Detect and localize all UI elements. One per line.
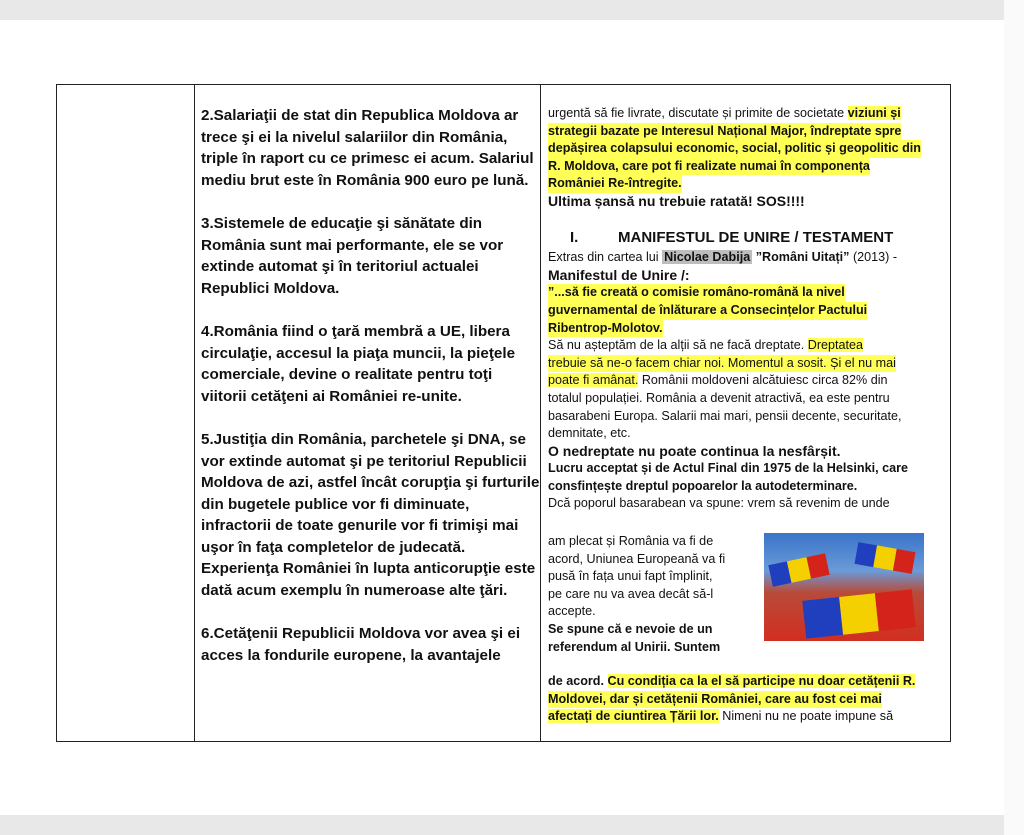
heading-title: MANIFESTUL DE UNIRE / TESTAMENT [618, 228, 894, 246]
extract-line: Extras din cartea lui Nicolae Dabija ”Români Uitați” (2013) - [548, 250, 898, 265]
text-line: pe care nu va avea decât să-l [548, 586, 714, 601]
highlighted-line: guvernamental de înlăturare a Consecințelor Pactului [548, 302, 867, 320]
manifest-label: Manifestul de Unire /: [548, 266, 690, 283]
text-line: acord, Uniunea Europeană va fi [548, 551, 726, 566]
flag-icon [802, 589, 915, 638]
text-line: basarabeni Europa. Salarii mai mari, pensii decente, securitate, [548, 408, 902, 423]
highlighted-line: Ribentrop-Molotov. [548, 320, 663, 338]
text-line: de acord. Cu condiția ca la el să participe nu doar cetățenii R. [548, 674, 916, 688]
helsinki-line: consfințește dreptul popoarelor la autodeterminare. [548, 478, 858, 493]
benefit-item-funds: 6.Cetăţenii Republicii Moldova vor avea şi ei acces la fondurile europene, la avantajele [201, 625, 521, 664]
heading-number: I. [570, 228, 579, 246]
text-line: afectați de ciuntirea Țării lor. Nimeni nu ne poate impune să [548, 709, 894, 724]
right-page-edge [1004, 0, 1024, 835]
top-scroll-gutter [0, 0, 1004, 20]
text-line: urgentă să fie livrate, discutate și primite de societate viziuni și [548, 106, 901, 120]
last-chance-text: Ultima șansă nu trebuie ratată! SOS!!!! [548, 192, 805, 209]
column-divider [194, 85, 195, 741]
injustice-text: O nedreptate nu poate continua la nesfârșit. [548, 442, 841, 459]
text-line: Se spune că e nevoie de un [548, 621, 713, 636]
text-line: poate fi amânat. Românii moldoveni alcătuiesc circa 82% din [548, 373, 888, 388]
highlighted-line: trebuie să ne-o facem chiar noi. Momentul a sosit. Și el nu mai [548, 355, 896, 373]
text-line: accepte. [548, 604, 596, 619]
highlighted-line: Moldovei, dar și cetățenii României, care au fost cei mai [548, 691, 882, 709]
benefit-item-salaries: 2.Salariaţii de stat din Republica Moldova ar trece şi ei la nivelul salariilor din România, triple în raport cu ce primesc ei acum. Salariul mediu brut este în România 900 euro pe lună. [201, 107, 534, 189]
manifesto-column [548, 105, 948, 513]
highlighted-line: R. Moldova, care pot fi realizate numai în componența [548, 158, 870, 176]
text-line: demnitate, etc. [548, 426, 631, 441]
text-line: Dcă poporul basarabean va spune: vrem să revenim de unde [548, 496, 890, 511]
text-line: totalul populației. România a devenit atractivă, ea este pentru [548, 390, 890, 405]
rally-photo [764, 533, 924, 641]
document-table [56, 84, 951, 742]
benefit-item-education: 3.Sistemele de educaţie şi sănătate din România sunt mai performante, ele se vor extinde automat şi în teritoriul actualei Republici Moldova. [201, 215, 504, 297]
highlighted-line: ”...să fie creată o comisie româno-română la nivel [548, 284, 845, 302]
highlighted-line: depășirea colapsului economic, social, politic și geopolitic din [548, 140, 921, 158]
text-line: am plecat și România va fi de [548, 534, 714, 548]
text-line: Să nu așteptăm de la alții să ne facă dreptate. Dreptatea [548, 338, 864, 353]
benefits-column [201, 105, 541, 688]
closing-block [548, 673, 948, 726]
flag-icon [768, 553, 829, 587]
section-heading [548, 229, 948, 247]
book-title: ”Români Uitați” [752, 250, 850, 265]
benefit-item-eu: 4.România fiind o ţară membră a UE, libera circulaţie, accesul la piaţa muncii, la pieţele comerciale, devine o realitate pentru toţi viitorii cetăţeni ai României re-unite. [201, 323, 516, 405]
benefit-item-justice: 5.Justiţia din România, parchetele şi DNA, se vor extinde automat şi pe teritoriul Republicii Moldova de azi, astfel încât corupţia şi furturile din bugetele publice vor fi diminuate, infractorii de toate genurile vor fi trimişi mai uşor în faţa completelor de judecată. Experienţa României în lupta anticorupţie este dată acum exemplu în numeroase alte ţări. [201, 431, 540, 599]
text-line: pusă în fața unui fapt împlinit, [548, 569, 713, 584]
flag-icon [855, 542, 916, 574]
helsinki-line: Lucru acceptat și de Actul Final din 1975 de la Helsinki, care [548, 461, 908, 476]
bottom-scroll-gutter [0, 815, 1004, 835]
wrap-text-block [548, 533, 760, 656]
highlighted-line: României Re-întregite. [548, 175, 682, 193]
author-name: Nicolae Dabija [664, 250, 751, 265]
text-line: referendum al Unirii. Suntem [548, 639, 721, 654]
highlighted-line: strategii bazate pe Interesul Național Major, îndreptate spre [548, 123, 901, 141]
